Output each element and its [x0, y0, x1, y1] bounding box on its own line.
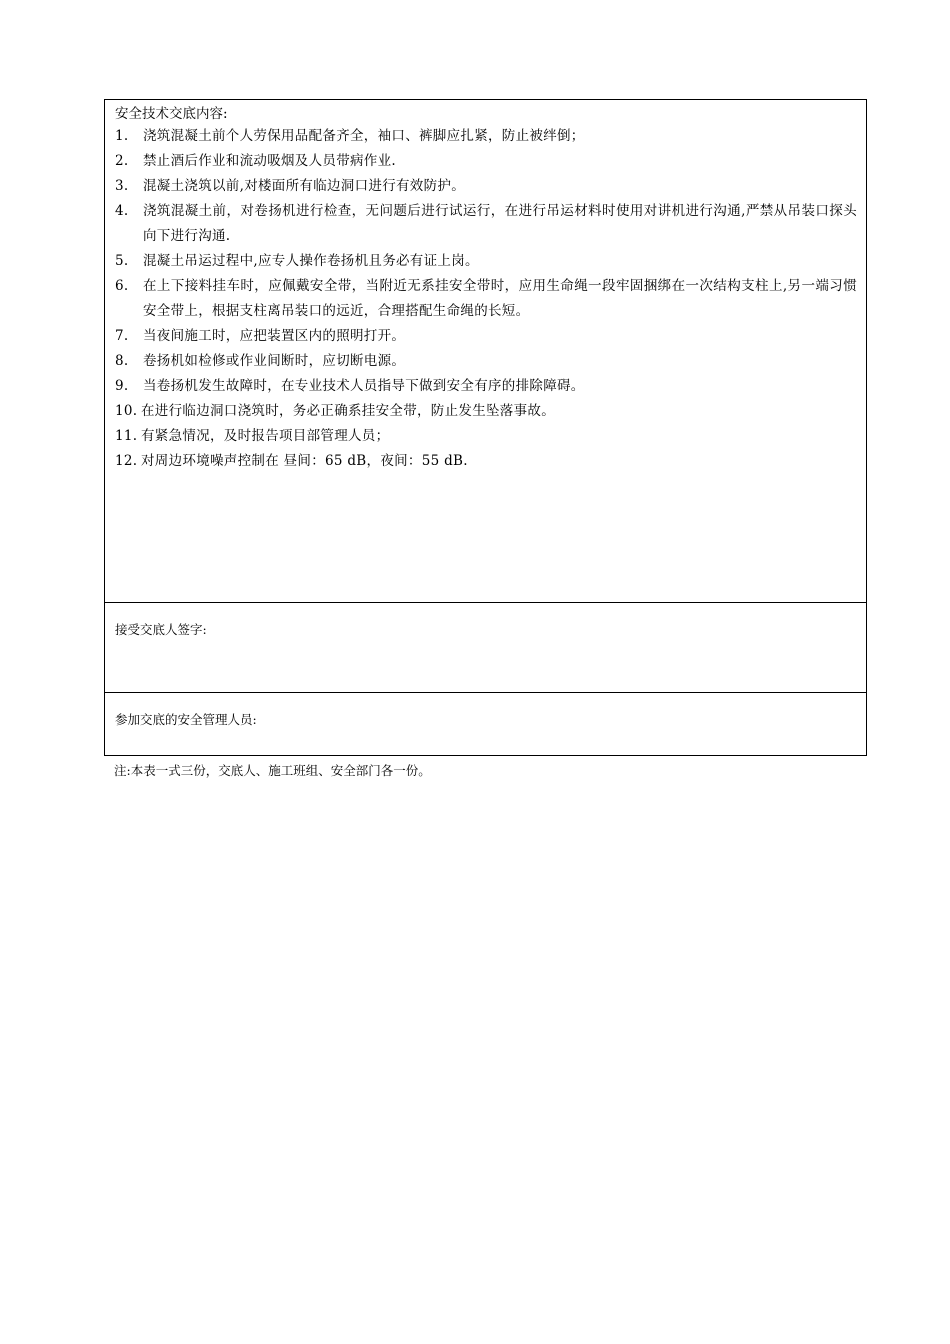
list-item-number: 9.	[115, 378, 129, 394]
list-item-number: 10.	[115, 403, 138, 419]
list-item-number: 1.	[115, 128, 129, 144]
list-item-number: 12.	[115, 453, 138, 469]
list-item	[115, 149, 857, 174]
list-item-number: 6.	[115, 278, 129, 294]
disclosure-item-list	[115, 124, 857, 474]
list-item-text: 卷扬机如检修或作业间断时，应切断电源。	[143, 353, 406, 369]
list-item	[115, 424, 857, 449]
list-item	[115, 324, 857, 349]
list-item	[115, 124, 857, 149]
list-item-text: 浇筑混凝土前，对卷扬机进行检查，无问题后进行试运行，在进行吊运材料时使用对讲机进行沟通,严禁从吊装口探头向下进行沟通.	[143, 203, 857, 244]
list-item	[115, 349, 857, 374]
receiver-signature-section	[105, 603, 866, 693]
list-item-text: 有紧急情况，及时报告项目部管理人员；	[141, 428, 390, 444]
disclosure-content-section	[105, 100, 866, 603]
list-item-text: 对周边环境噪声控制在 昼间：65 dB，夜间：55 dB.	[141, 453, 468, 469]
list-item-number: 5.	[115, 253, 129, 269]
footnote: 注:本表一式三份，交底人、施工班组、安全部门各一份。	[114, 763, 431, 778]
list-item	[115, 274, 857, 324]
list-item-number: 7.	[115, 328, 129, 344]
list-item-number: 3.	[115, 178, 129, 194]
content-heading: 安全技术交底内容:	[115, 106, 228, 122]
list-item-number: 8.	[115, 353, 129, 369]
list-item	[115, 399, 857, 424]
list-item	[115, 249, 857, 274]
list-item-number: 4.	[115, 203, 129, 219]
list-item	[115, 449, 857, 474]
list-item	[115, 174, 857, 199]
list-item-text: 当夜间施工时，应把装置区内的照明打开。	[143, 328, 406, 344]
list-item-text: 浇筑混凝土前个人劳保用品配备齐全，袖口、裤脚应扎紧，防止被绊倒；	[143, 128, 585, 144]
list-item-number: 2.	[115, 153, 129, 169]
list-item-number: 11.	[115, 428, 138, 444]
list-item	[115, 374, 857, 399]
receiver-signature-label: 接受交底人签字:	[115, 622, 207, 637]
list-item-text: 在进行临边洞口浇筑时，务必正确系挂安全带，防止发生坠落事故。	[141, 403, 555, 419]
list-item-text: 混凝土浇筑以前,对楼面所有临边洞口进行有效防护。	[143, 178, 465, 194]
safety-managers-label: 参加交底的安全管理人员:	[115, 712, 257, 727]
list-item-text: 混凝土吊运过程中,应专人操作卷扬机且务必有证上岗。	[143, 253, 479, 269]
safety-managers-section	[105, 693, 866, 755]
list-item-text: 当卷扬机发生故障时，在专业技术人员指导下做到安全有序的排除障碍。	[143, 378, 585, 394]
list-item	[115, 199, 857, 249]
safety-disclosure-form	[104, 99, 867, 756]
list-item-text: 禁止酒后作业和流动吸烟及人员带病作业.	[143, 153, 396, 169]
list-item-text: 在上下接料挂车时，应佩戴安全带，当附近无系挂安全带时，应用生命绳一段牢固捆绑在一次结构支柱上,另一端习惯安全带上，根据支柱离吊装口的远近，合理搭配生命绳的长短。	[143, 278, 857, 319]
